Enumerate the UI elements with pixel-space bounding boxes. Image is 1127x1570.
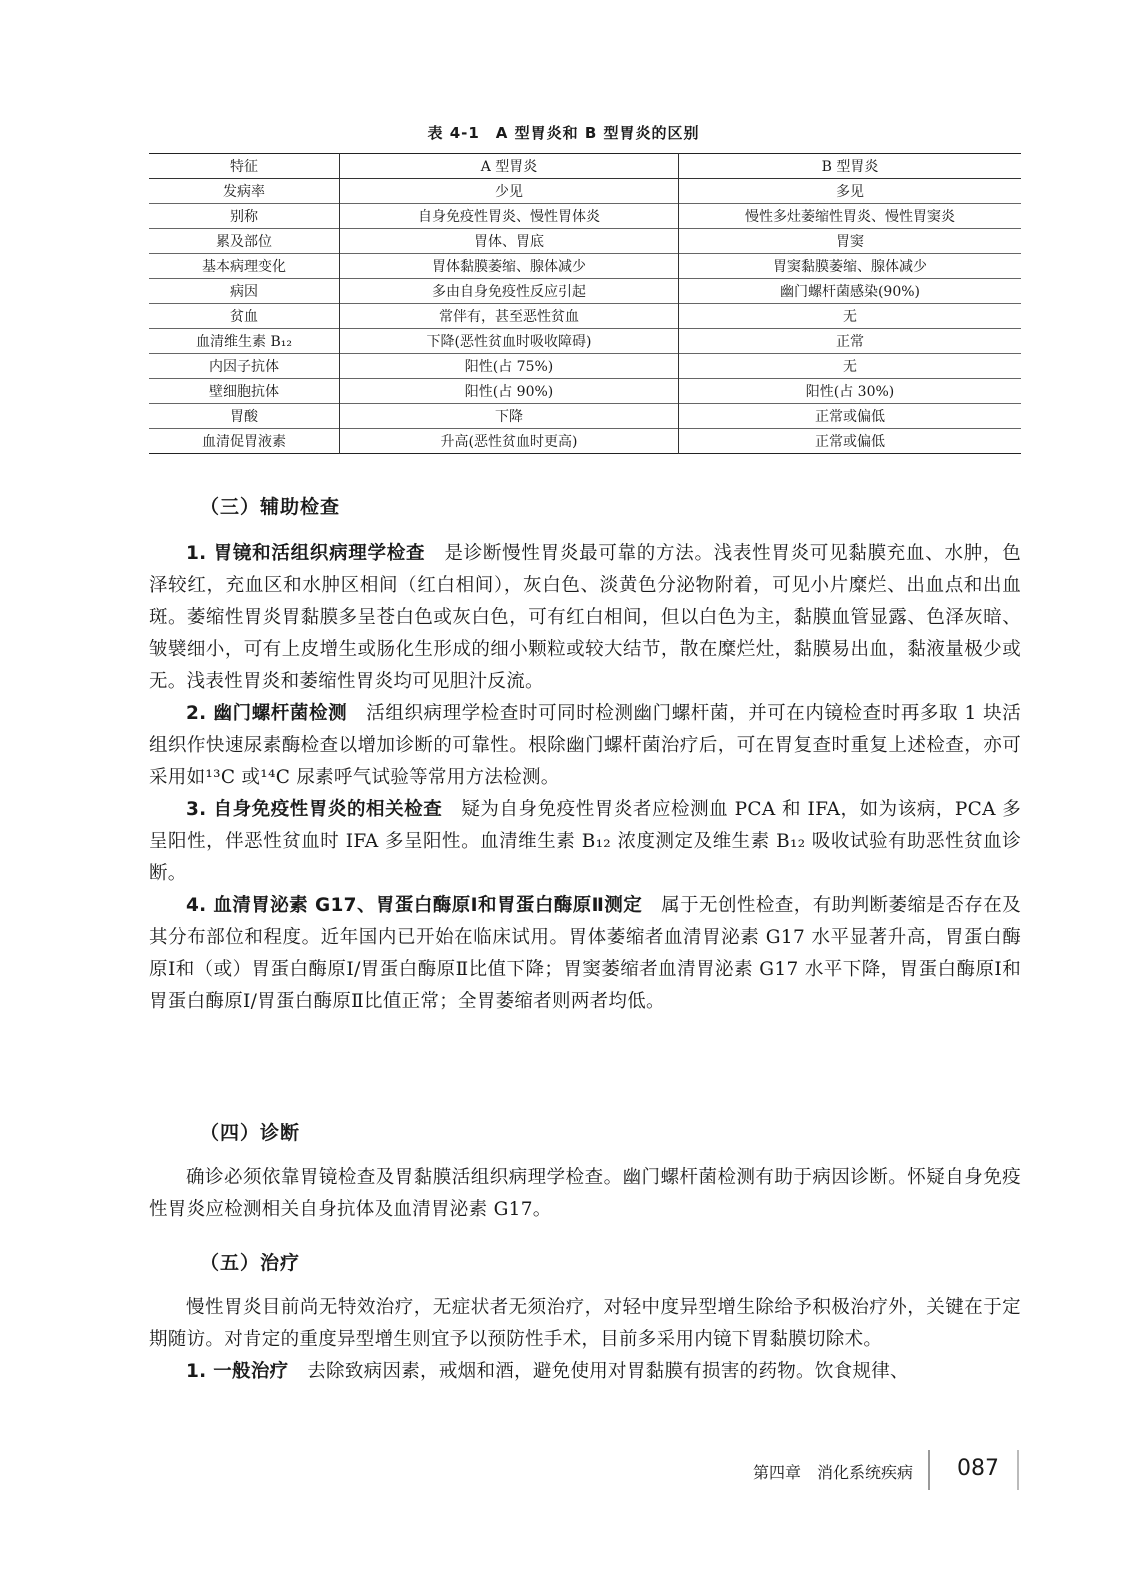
comparison-table — [149, 153, 1021, 454]
table-cell: 多由自身免疫性反应引起 — [340, 279, 679, 304]
paragraph-text: 去除致病因素，戒烟和酒，避免使用对胃黏膜有损害的药物。饮食规律、 — [288, 1361, 909, 1382]
paragraph: 慢性胃炎目前尚无特效治疗，无症状者无须治疗，对轻中度异型增生除给予积极治疗外，关键在于定期随访。对肯定的重度异型增生则宜予以预防性手术，目前多采用内镜下胃黏膜切除术。 — [149, 1297, 1021, 1350]
chapter-title: 第四章 消化系统疾病 — [752, 1463, 913, 1482]
table-row — [149, 329, 1021, 354]
table-cell: 胃体黏膜萎缩、腺体减少 — [340, 254, 679, 279]
paragraph — [149, 698, 1021, 794]
table-cell: 胃酸 — [230, 409, 258, 425]
footer-divider — [928, 1450, 930, 1490]
table-cell: 无 — [679, 354, 1022, 379]
table-row — [149, 204, 1021, 229]
table-row — [149, 304, 1021, 329]
table-cell: 胃窦 — [679, 229, 1022, 254]
paragraph-keyword: 3. 自身免疫性胃炎的相关检查 — [186, 799, 443, 820]
table-cell: 无 — [679, 304, 1022, 329]
aux-body — [149, 538, 1021, 1018]
table-cell: 慢性多灶萎缩性胃炎、慢性胃窦炎 — [679, 204, 1022, 229]
table-cell: 阳性(占 30%) — [679, 379, 1022, 404]
section-heading-aux: （三）辅助检查 — [200, 496, 341, 518]
paragraph-text: 是诊断慢性胃炎最可靠的方法。浅表性胃炎可见黏膜充血、水肿，色泽较红，充血区和水肿区相间（红白相间），灰白色、淡黄色分泌物附着，可见小片糜烂、出血点和出血斑。萎缩性胃炎胃黏膜多呈苍白色或灰白色，可有红白相间，但以白色为主，黏膜血管显露、色泽灰暗、皱襞细小，可有上皮增生或肠化生形成的细小颗粒或较大结节，散在糜烂灶，黏膜易出血，黏液量极少或无。浅表性胃炎和萎缩性胃炎均可见胆汁反流。 — [149, 543, 1021, 692]
table-row — [149, 404, 1021, 429]
page-number: 087 — [957, 1456, 999, 1481]
table-cell: 幽门螺杆菌感染(90%) — [679, 279, 1022, 304]
table-row — [149, 179, 1021, 204]
table-cell: 多见 — [679, 179, 1022, 204]
paragraph-keyword: 4. 血清胃泌素 G17、胃蛋白酶原Ⅰ和胃蛋白酶原Ⅱ测定 — [186, 895, 643, 916]
table-caption: 表 4-1 A 型胃炎和 B 型胃炎的区别 — [427, 124, 700, 142]
header-cell: A 型胃炎 — [340, 154, 679, 179]
table-cell: 内因子抗体 — [209, 359, 279, 375]
treatment-body — [149, 1292, 1021, 1388]
table-cell: 血清维生素 B₁₂ — [196, 334, 292, 350]
paragraph-text: 活组织病理学检查时可同时检测幽门螺杆菌，并可在内镜检查时再多取 1 块活组织作快速尿素酶检查以增加诊断的可靠性。根除幽门螺杆菌治疗后，可在胃复查时重复上述检查，亦可采用如¹³C 或¹⁴C 尿素呼气试验等常用方法检测。 — [149, 703, 1021, 788]
paragraph — [149, 538, 1021, 698]
footer-divider — [1017, 1450, 1019, 1490]
paragraph-keyword: 2. 幽门螺杆菌检测 — [186, 703, 348, 724]
section-heading-treatment: （五）治疗 — [200, 1252, 301, 1274]
table-cell: 下降 — [340, 404, 679, 429]
table-cell: 血清促胃液素 — [202, 434, 286, 450]
table-row — [149, 229, 1021, 254]
paragraph-text: 属于无创性检查，有助判断萎缩是否存在及其分布部位和程度。近年国内已开始在临床试用。胃体萎缩者血清胃泌素 G17 水平显著升高，胃蛋白酶原Ⅰ和（或）胃蛋白酶原Ⅰ/胃蛋白酶原Ⅱ比值下降；胃窦萎缩者血清胃泌素 G17 水平下降，胃蛋白酶原Ⅰ和胃蛋白酶原Ⅰ/胃蛋白酶原Ⅱ比值正常；全胃萎缩者则两者均低。 — [149, 895, 1021, 1012]
paragraph-keyword: 1. 一般治疗 — [186, 1361, 289, 1382]
table-row — [149, 379, 1021, 404]
section-heading-diagnosis: （四）诊断 — [200, 1122, 301, 1144]
table-cell: 贫血 — [230, 309, 258, 325]
diagnosis-body — [149, 1162, 1021, 1226]
table-cell: 下降(恶性贫血时吸收障碍) — [340, 329, 679, 354]
header-cell: B 型胃炎 — [679, 154, 1022, 179]
table-cell: 胃体、胃底 — [340, 229, 679, 254]
table-cell: 阳性(占 75%) — [340, 354, 679, 379]
table-row — [149, 354, 1021, 379]
table-cell: 累及部位 — [216, 234, 272, 250]
table-cell: 别称 — [230, 209, 258, 225]
paragraph — [149, 890, 1021, 1018]
table-cell: 少见 — [340, 179, 679, 204]
table-row — [149, 429, 1021, 454]
table-cell: 自身免疫性胃炎、慢性胃体炎 — [340, 204, 679, 229]
table-cell: 壁细胞抗体 — [209, 384, 279, 400]
table-cell: 胃窦黏膜萎缩、腺体减少 — [679, 254, 1022, 279]
page-footer — [0, 1456, 1127, 1486]
table-row — [149, 279, 1021, 304]
table-cell: 阳性(占 90%) — [340, 379, 679, 404]
paragraph — [149, 1356, 1021, 1388]
paragraph: 确诊必须依靠胃镜检查及胃黏膜活组织病理学检查。幽门螺杆菌检测有助于病因诊断。怀疑自身免疫性胃炎应检测相关自身抗体及血清胃泌素 G17。 — [149, 1167, 1021, 1220]
table-cell: 正常或偏低 — [679, 404, 1022, 429]
table-cell: 升高(恶性贫血时更高) — [340, 429, 679, 454]
table-cell: 常伴有，甚至恶性贫血 — [340, 304, 679, 329]
table-cell: 基本病理变化 — [202, 259, 286, 275]
paragraph-keyword: 1. 胃镜和活组织病理学检查 — [186, 543, 426, 564]
table-cell: 正常或偏低 — [679, 429, 1022, 454]
table-cell: 病因 — [230, 284, 258, 300]
header-cell: 特征 — [230, 159, 258, 175]
table-row — [149, 254, 1021, 279]
paragraph — [149, 794, 1021, 890]
paragraph-text: 疑为自身免疫性胃炎者应检测血 PCA 和 IFA，如为该病，PCA 多呈阳性，伴恶性贫血时 IFA 多呈阳性。血清维生素 B₁₂ 浓度测定及维生素 B₁₂ 吸收试验有助恶性贫血诊断。 — [149, 799, 1021, 884]
table-cell: 正常 — [679, 329, 1022, 354]
table-cell: 发病率 — [223, 184, 265, 200]
table-header-row — [149, 154, 1021, 179]
